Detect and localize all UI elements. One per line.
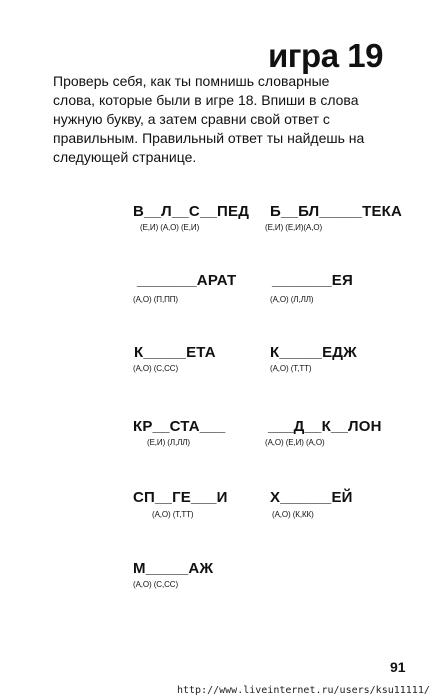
exercise-word-kottedzh[interactable]: К_____ЕДЖ	[270, 344, 357, 361]
game-title-number: 19	[347, 37, 383, 74]
exercise-hint-odekolon: (А,О) (Е,И) (А,О)	[265, 438, 325, 447]
exercise-word-biblioteka[interactable]: Б__БЛ_____ТЕКА	[270, 203, 403, 220]
exercise-hint-kasseta: (А,О) (С,СС)	[133, 364, 179, 373]
exercise-hint-apparat: (А,О) (П,ПП)	[133, 295, 178, 304]
exercise-hint-alleya: (А,О) (Л,ЛЛ)	[270, 295, 314, 304]
exercise-hint-kristall: (Е,И) (Л,ЛЛ)	[147, 438, 190, 447]
exercise-word-spagetti[interactable]: СП__ГЕ___И	[133, 489, 228, 506]
exercise-word-khokkey[interactable]: Х______ЕЙ	[270, 489, 353, 506]
page-number: 91	[390, 659, 406, 675]
exercise-word-massazh[interactable]: М_____АЖ	[133, 560, 214, 577]
source-url: http://www.liveinternet.ru/users/ksu11111/	[177, 685, 430, 696]
game-title-word: игра	[268, 37, 339, 74]
game-title	[268, 38, 383, 74]
exercise-hint-massazh: (А,О) (С,СС)	[133, 580, 179, 589]
exercise-hint-kottedzh: (А,О) (Т,ТТ)	[270, 364, 312, 373]
exercise-word-odekolon[interactable]: ___Д__К__ЛОН	[268, 418, 382, 435]
exercise-word-kasseta[interactable]: К_____ЕТА	[134, 344, 216, 361]
instructions-line: нужную букву, а затем сравни свой ответ с	[53, 111, 330, 127]
instructions-line: Проверь себя, как ты помнишь словарные	[53, 73, 330, 89]
instructions-line: следующей странице.	[53, 149, 197, 165]
exercise-word-kristall[interactable]: КР__СТА___	[133, 418, 226, 435]
exercise-word-apparat[interactable]: _______АРАТ	[137, 272, 237, 289]
exercise-hint-spagetti: (А,О) (Т,ТТ)	[152, 510, 194, 519]
exercise-hint-khokkey: (А,О) (К,КК)	[272, 510, 314, 519]
exercise-word-velosiped[interactable]: В__Л__С__ПЕД	[133, 203, 250, 220]
exercise-hint-velosiped: (Е,И) (А,О) (Е,И)	[140, 223, 200, 232]
instructions-text	[53, 72, 415, 167]
exercise-word-alleya[interactable]: _______ЕЯ	[272, 272, 353, 289]
exercise-hint-biblioteka: (Е,И) (Е,И)(А,О)	[265, 223, 323, 232]
instructions-line: слова, которые были в игре 18. Впиши в слова	[53, 92, 359, 108]
instructions-line: правильным. Правильный ответ ты найдешь на	[53, 130, 365, 146]
